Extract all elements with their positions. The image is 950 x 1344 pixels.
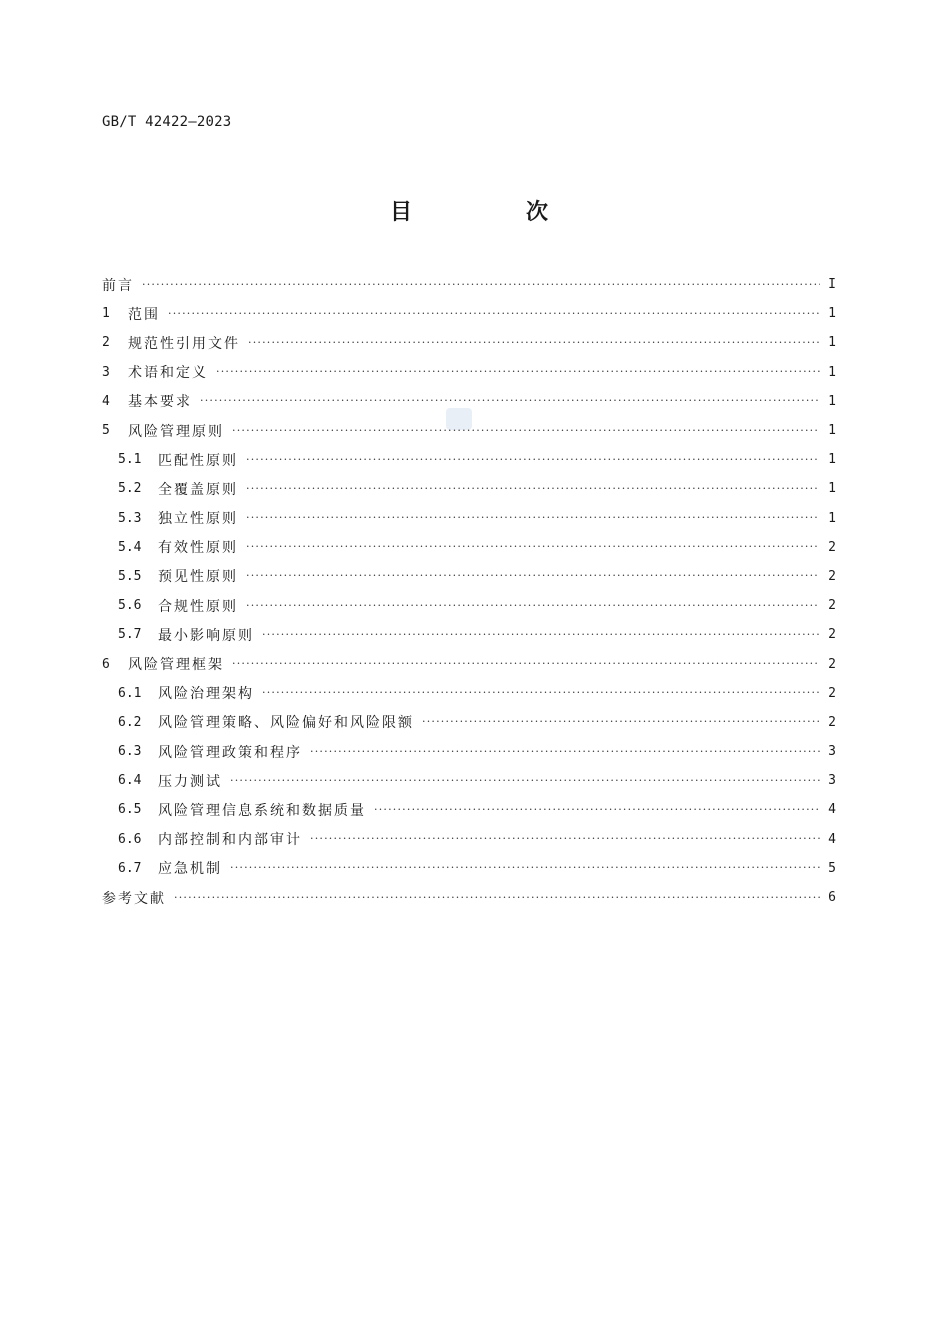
toc-entry-page: 2 <box>828 685 836 701</box>
toc-entry-number: 5.3 <box>118 510 142 526</box>
toc-entry-number: 5.6 <box>118 598 142 614</box>
toc-entry-label: 风险管理原则 <box>128 423 224 440</box>
toc-entry-label: 匹配性原则 <box>158 452 238 469</box>
toc-entry[interactable] <box>102 270 836 299</box>
toc-entry-label: 合规性原则 <box>158 598 238 615</box>
toc-entry[interactable] <box>102 533 836 562</box>
toc-entry-page: 1 <box>828 393 836 409</box>
toc-entry-number: 6.3 <box>118 744 142 760</box>
toc-entry-page: 4 <box>828 831 836 847</box>
toc-entry-number: 4 <box>102 393 110 409</box>
toc-dot-leader <box>246 482 820 496</box>
toc-entry-page: I <box>828 277 836 293</box>
toc-entry-page: 1 <box>828 335 836 351</box>
toc-entry-page: 4 <box>828 802 836 818</box>
toc-entry[interactable] <box>102 649 836 678</box>
toc-dot-leader <box>246 569 820 583</box>
toc-entry-label: 预见性原则 <box>158 569 238 586</box>
toc-entry[interactable] <box>102 883 836 912</box>
toc-dot-leader <box>262 686 820 700</box>
toc-entry-number: 6.7 <box>118 860 142 876</box>
document-code: GB/T 42422—2023 <box>102 114 232 130</box>
toc-entry-page: 6 <box>828 890 836 906</box>
toc-entry[interactable] <box>102 591 836 620</box>
toc-entry-label: 参考文献 <box>102 890 166 907</box>
toc-entry-page: 2 <box>828 627 836 643</box>
toc-entry[interactable] <box>102 795 836 824</box>
toc-entry-label: 有效性原则 <box>158 540 238 557</box>
toc-dot-leader <box>374 803 820 817</box>
toc-entry-number: 5.5 <box>118 568 142 584</box>
toc-entry-page: 1 <box>828 306 836 322</box>
toc-entry-label: 风险管理策略、风险偏好和风险限额 <box>158 715 414 732</box>
toc-entry-number: 5.1 <box>118 452 142 468</box>
toc-dot-leader <box>168 307 820 321</box>
toc-entry-number: 1 <box>102 306 110 322</box>
toc-entry-page: 1 <box>828 423 836 439</box>
toc-dot-leader <box>232 657 820 671</box>
toc-entry[interactable] <box>102 562 836 591</box>
toc-entry-label: 内部控制和内部审计 <box>158 832 302 849</box>
toc-entry-page: 3 <box>828 773 836 789</box>
toc-entry[interactable] <box>102 620 836 649</box>
toc-entry-page: 2 <box>828 568 836 584</box>
toc-dot-leader <box>216 365 820 379</box>
toc-title: 目 次 <box>389 199 594 225</box>
toc-entry-number: 5.2 <box>118 481 142 497</box>
toc-entry[interactable] <box>102 445 836 474</box>
toc-dot-leader <box>246 599 820 613</box>
toc-dot-leader <box>310 832 820 846</box>
toc-dot-leader <box>246 453 820 467</box>
toc-entry-label: 基本要求 <box>128 394 192 411</box>
toc-entry-page: 1 <box>828 364 836 380</box>
toc-entry[interactable] <box>102 416 836 445</box>
toc-entry-page: 1 <box>828 481 836 497</box>
toc-dot-leader <box>230 861 820 875</box>
toc-dot-leader <box>246 511 820 525</box>
toc-entry-page: 2 <box>828 714 836 730</box>
toc-entry-number: 6.4 <box>118 773 142 789</box>
toc-entry[interactable] <box>102 299 836 328</box>
toc-entry-label: 风险治理架构 <box>158 686 254 703</box>
toc-entry-number: 6 <box>102 656 110 672</box>
toc-entry-page: 1 <box>828 452 836 468</box>
toc-entry[interactable] <box>102 504 836 533</box>
toc-entry-label: 术语和定义 <box>128 365 208 382</box>
toc-dot-leader <box>200 394 820 408</box>
toc-dot-leader <box>310 745 820 759</box>
toc-entry[interactable] <box>102 825 836 854</box>
toc-entry-number: 2 <box>102 335 110 351</box>
toc-entry-page: 2 <box>828 598 836 614</box>
toc-entry-label: 风险管理信息系统和数据质量 <box>158 802 366 819</box>
toc-entry-page: 2 <box>828 539 836 555</box>
toc-dot-leader <box>422 715 820 729</box>
toc-dot-leader <box>248 336 820 350</box>
toc-entry-number: 5 <box>102 423 110 439</box>
toc-entry-number: 5.4 <box>118 539 142 555</box>
toc-entry-number: 3 <box>102 364 110 380</box>
toc-entry[interactable] <box>102 854 836 883</box>
toc-entry-number: 6.6 <box>118 831 142 847</box>
toc-entry-number: 5.7 <box>118 627 142 643</box>
toc-entry-number: 6.1 <box>118 685 142 701</box>
toc-entry-label: 规范性引用文件 <box>128 335 240 352</box>
toc-entry-label: 范围 <box>128 306 160 323</box>
toc-entry-label: 前言 <box>102 277 134 294</box>
toc-entry[interactable] <box>102 328 836 357</box>
toc-entry-page: 3 <box>828 744 836 760</box>
toc-entry-page: 1 <box>828 510 836 526</box>
toc-dot-leader <box>142 278 820 292</box>
toc-dot-leader <box>230 774 820 788</box>
toc-entry-label: 全覆盖原则 <box>158 481 238 498</box>
toc-entry[interactable] <box>102 679 836 708</box>
table-of-contents <box>102 270 836 912</box>
toc-entry[interactable] <box>102 387 836 416</box>
toc-entry[interactable] <box>102 708 836 737</box>
toc-dot-leader <box>174 891 820 905</box>
toc-dot-leader <box>232 424 820 438</box>
toc-entry-label: 独立性原则 <box>158 511 238 528</box>
toc-entry[interactable] <box>102 737 836 766</box>
toc-entry-number: 6.2 <box>118 714 142 730</box>
toc-entry-label: 风险管理政策和程序 <box>158 744 302 761</box>
toc-dot-leader <box>262 628 820 642</box>
toc-entry-number: 6.5 <box>118 802 142 818</box>
toc-entry-page: 5 <box>828 860 836 876</box>
toc-dot-leader <box>246 540 820 554</box>
toc-entry-label: 风险管理框架 <box>128 657 224 674</box>
toc-entry-label: 最小影响原则 <box>158 627 254 644</box>
toc-entry-page: 2 <box>828 656 836 672</box>
toc-entry[interactable] <box>102 474 836 503</box>
toc-entry[interactable] <box>102 766 836 795</box>
toc-entry-label: 应急机制 <box>158 861 222 878</box>
toc-entry[interactable] <box>102 358 836 387</box>
toc-entry-label: 压力测试 <box>158 773 222 790</box>
